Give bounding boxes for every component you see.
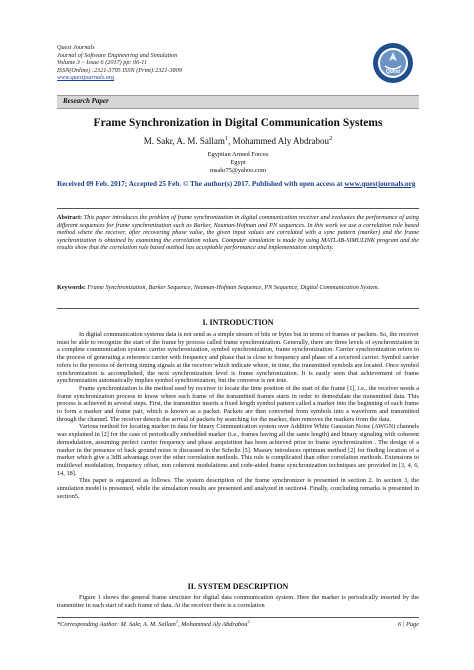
keywords-block bbox=[57, 284, 419, 292]
footer-sup-1: 1 bbox=[175, 618, 179, 624]
authors-last: , Mohammed Aly Abdrabou bbox=[228, 136, 330, 146]
affiliation-org: Egyptian Armed Forces bbox=[207, 151, 269, 158]
footer-corresponding-last: , Mohammed Aly Abdrabou bbox=[178, 621, 248, 628]
journal-header bbox=[57, 44, 357, 82]
intro-paragraph-1: In digital communication systems data is not send as a simple stream of bits or bytes but in terms of frames or packets. So, the receiver must be able to recognize the start of the frame by process called frame synchronization. Generally, there are three levels of synchronization in a complete communication system: carrier synchronization, symbol synchronization, frame synchronization. Carrier synchronization refers to the process of generating a reference carrier with frequency and phase that is close to frequency and phase of a received carrier. Symbol carrier refers to the process of deriving timing signals at the receiver which indicate where, in time, the transmitted symbols are located. Once symbol synchronization is accomplished, the next synchronization level is frame synchronization. It is easily seen that achievement of frame synchronization automatically implies symbol synchronization, but the converse is not true. bbox=[57, 331, 419, 385]
intro-paragraph-4: This paper is organized as follows. The system description of the frame synchronizer is presented in section 2. In section 3, the simulation model is presented, while the simulation results are presented and analyzed in section4. Finally, concluding remarks is presented in section5. bbox=[57, 477, 419, 500]
keywords-text: Frame Synchronization, Barker Sequence, Neuman-Hofman Sequence, PN Sequence, Digital Communication System. bbox=[87, 284, 380, 291]
abstract-label: Abstract: bbox=[57, 214, 83, 221]
divider-bottom bbox=[57, 308, 419, 309]
journal-full-name: Journal of Software Engineering and Simulation bbox=[57, 51, 178, 59]
quest-logo-icon bbox=[372, 42, 414, 84]
journal-issn: ISSN(Online) :2321-3795 ISSN (Print):2321-3809 bbox=[57, 66, 182, 74]
received-line bbox=[57, 180, 419, 189]
system-paragraph-1: Figure 1 shows the general frame structure for digital data communication system. Here the marker is periodically inserted by the transmitter in each start of each frame of data. At the receiver there is a correlation bbox=[57, 594, 419, 609]
section-heading-introduction: I. INTRODUCTION bbox=[202, 318, 274, 327]
author-sup-1: 1 bbox=[224, 135, 229, 142]
journal-volume: Volume 3 ~ Issue 6 (2017) pp: 06-11 bbox=[57, 59, 148, 67]
affiliation-block bbox=[57, 151, 419, 175]
received-text: Received 09 Feb. 2017; Accepted 25 Feb. © The author(s) 2017. Published with open access at bbox=[57, 180, 343, 188]
footer-sup-2: 2 bbox=[247, 618, 250, 624]
paper-type-bar bbox=[57, 95, 419, 109]
divider-top bbox=[57, 208, 419, 209]
affiliation-country: Egypt bbox=[230, 159, 246, 166]
footer-divider bbox=[57, 617, 419, 618]
journal-url[interactable]: www.questjournals.org bbox=[57, 74, 115, 82]
intro-paragraph-3: Various method for locating marker in data for binary Communication system over Additive White Gaussian Noise (AWGN) channels was explained in [2] for the case of periodically embedded marker (i.e., frames having all the same length) and binary signaling with coherent demodulation, assuming perfect carrier frequency and phase acquisition has been achieved prior to frame synchronization . The design of a marker in the presence of back ground noise is discussed in the Scholtz [5]. Massey introduces optimum method [2] for finding location of a marker which give a 3dB advantage over the other correlation methods. This rule is complicated than other correlation methods. Extensions to multilevel modulation, frequency offset, non coherent modulations and code-aided frame synchronization techniques are provided in [3, 4, 6, 14, 18]. bbox=[57, 423, 419, 477]
affiliation-email: msakr75@yahoo.com bbox=[209, 167, 267, 174]
keywords-label: Keywords: bbox=[57, 284, 86, 291]
logo-text: Quest bbox=[385, 69, 401, 75]
author-sup-2: 2 bbox=[329, 135, 333, 142]
author-line bbox=[57, 136, 419, 146]
abstract-text: This paper introduces the problem of frame synchronization in digital communication receiver and evaluates the performance of using different sequences for frame synchronization such as Barker, Neuman-Hofman and PN sequences. In this work we use a correlation rule based method where the receiver, after recovering phase value, the given input values are correlated with a sync pattern (marker) and the frame synchronization is obtained by examining the correlation values. Computer simulation is made by using MATLAB-SIMULINK program and the results show that the correlation rule based method has acceptable performance and implementation simplicity. bbox=[57, 214, 419, 252]
page-footer bbox=[57, 618, 419, 628]
paper-type-label: Research Paper bbox=[63, 97, 109, 105]
section-heading-system-description: II. SYSTEM DESCRIPTION bbox=[187, 582, 289, 591]
page-number: 6 | Page bbox=[398, 621, 419, 628]
journal-name: Quest Journals bbox=[57, 44, 95, 51]
paper-title: Frame Synchronization in Digital Communication Systems bbox=[93, 117, 383, 129]
received-url[interactable]: www.questjournals.org bbox=[344, 180, 416, 188]
abstract-block bbox=[57, 214, 419, 252]
system-description-body bbox=[57, 594, 419, 609]
intro-paragraph-2: Frame synchronization is the method used by receiver to locate the time position of the start of the frame [1], i.e., the receiver needs a frame synchronization process to know where each frame of the transmitted frames starts in order to demodulate the transmitted data. This process is achieved in several steps. First, the transmitter inserts a fixed length symbol pattern called a marker into the beginning of each frame to form a marker and frame pair, which is known as a packet. Packets are then converted from symbols into a waveform and transmitted through the channel. The receiver detects the arrival of packets by searching for the marker, then removes the markers from the data. bbox=[57, 384, 419, 423]
footer-corresponding: *Corresponding Author: M. Sakr, A. M. Sallam bbox=[57, 621, 176, 628]
introduction-body bbox=[57, 331, 419, 500]
authors-first: M. Sakr, A. M. Sallam bbox=[143, 136, 225, 146]
